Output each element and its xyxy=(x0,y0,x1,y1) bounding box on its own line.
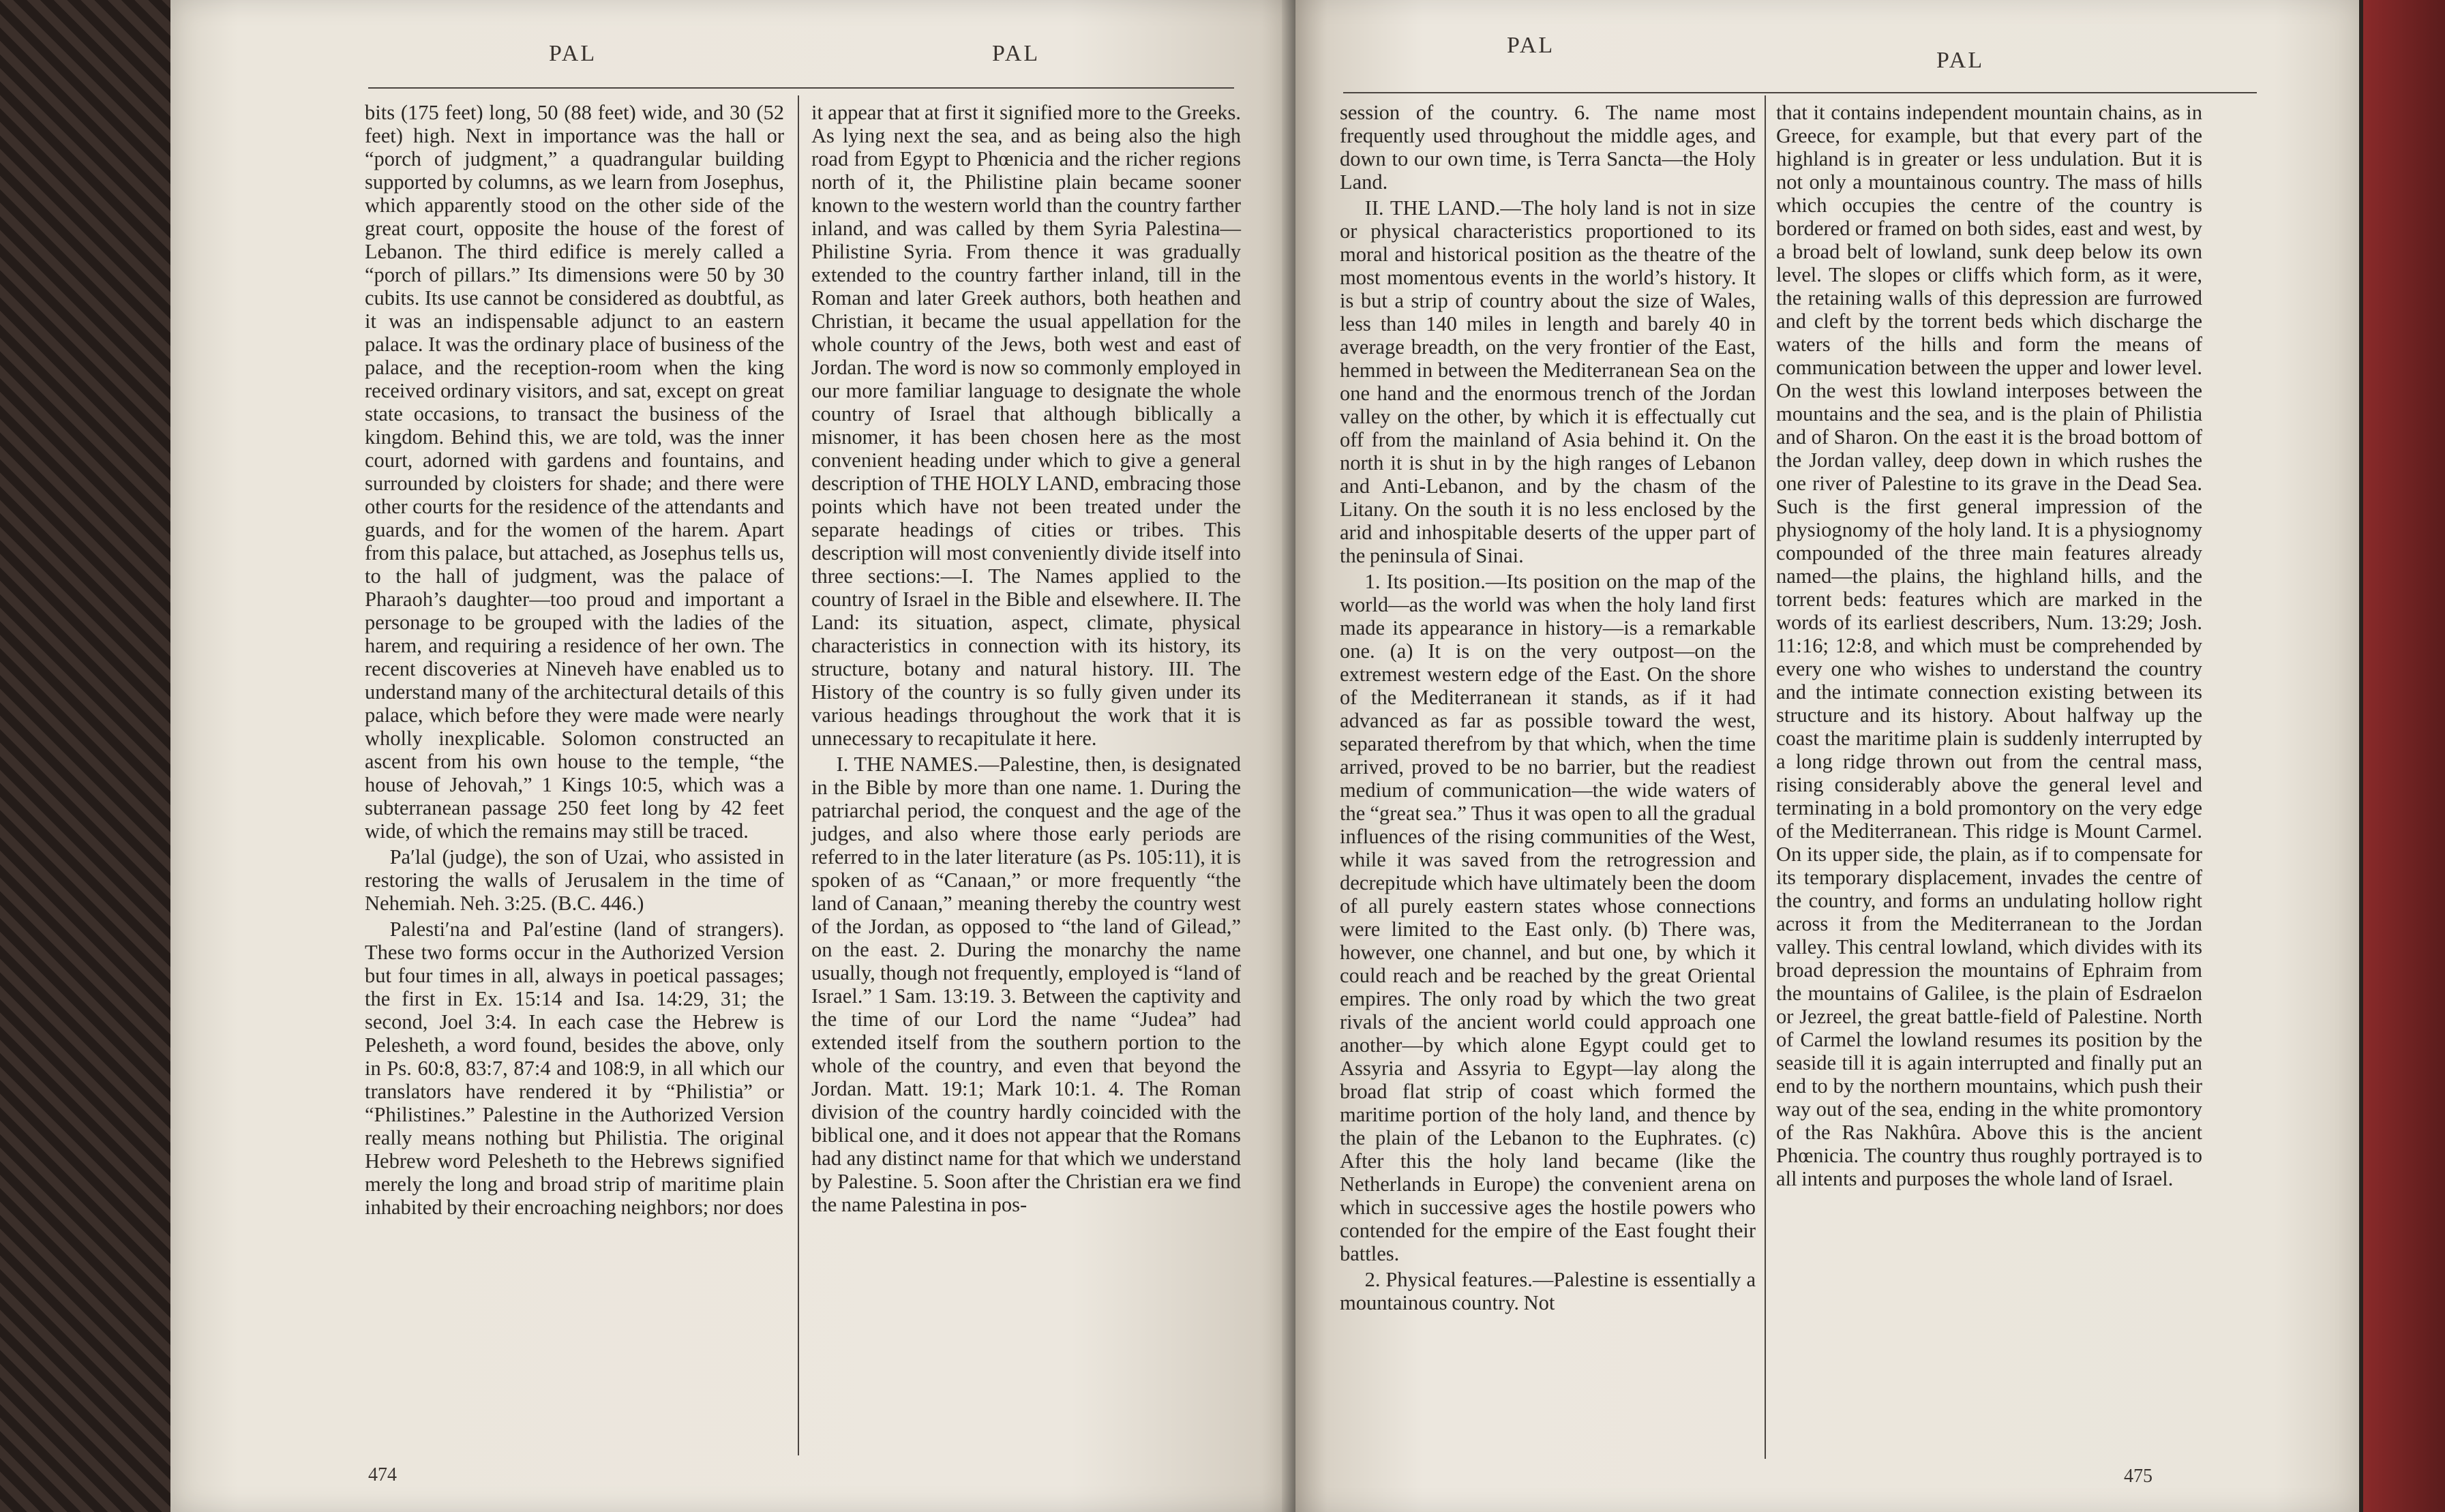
running-head-center-left: PAL xyxy=(992,41,1040,66)
right-page-column-1 xyxy=(1340,101,1756,1314)
running-head-center-right: PAL xyxy=(1507,33,1555,58)
column-rule-right xyxy=(1765,95,1766,1459)
right-page xyxy=(1295,0,2359,1512)
red-cloth-background xyxy=(2363,0,2445,1512)
column-rule-left xyxy=(798,95,799,1455)
paragraph-names: I. THE NAMES.—Palestine, then, is designated in the Bible by more than one name. 1. During the patriarchal period, the conquest and the age of the judges, and also where those early periods are referred to in the later literature (as Ps. 105:11), it is spoken of as “Canaan,” or more frequently “the land of Canaan,” meaning thereby the country west of the Jordan, as opposed to “the land of Gilead,” on the east. 2. During the monarchy the name usually, though not frequently, employed is “land of Israel.” 1 Sam. 13:19. 3. Between the captivity and the time of our Lord the name “Judea” had extended itself from the southern portion to the whole of the country, and even that beyond the Jordan. Matt. 19:1; Mark 10:1. 4. The Roman division of the country hardly coincided with the biblical one, and it does not appear that the Romans had any distinct name for that which we understand by Palestine. 5. Soon after the Christian era we find the name Palestina in pos- xyxy=(811,753,1241,1216)
page-number-left: 474 xyxy=(368,1464,397,1485)
paragraph-terra-sancta: session of the country. 6. The name most frequently used throughout the middle ages, and down to our own time, is Terra Sancta—the Holy Land. xyxy=(1340,101,1756,194)
page-number-right: 475 xyxy=(2124,1466,2152,1487)
running-head-right: PAL xyxy=(1936,48,1985,73)
left-page-column-1 xyxy=(365,101,784,1219)
header-rule-left xyxy=(368,87,1234,89)
paragraph-mountains: that it contains independent mountain chains, as in Greece, for example, but that every part of the highland is in greater or less undulation. But it is not only a mountainous country. The mass of hills which occupies the centre of the country is bordered or framed on both sides, east and west, by a broad belt of lowland, sunk deep below its own level. The slopes or cliffs which form, as it were, the retaining walls of this depression are furrowed and cleft by the torrent beds which discharge the waters of the hills and form the means of communication between the upper and lower level. On the west this lowland interposes between the mountains and the sea, and is the plain of Philistia and of Sharon. On the east it is the broad bottom of the Jordan valley, deep down in which rushes the one river of Palestine to its grave in the Dead Sea. Such is the first general impression of the physiognomy of the holy land. It is a physiognomy compounded of the three main features already named—the plains, the highland hills, and the torrent beds: features which are marked in the words of its earliest describers, Num. 13:29; Josh. 11:16; 12:8, and which must be comprehended by every one who wishes to understand the country and the intimate connection existing between its structure and its history. About halfway up the coast the maritime plain is suddenly interrupted by a long ridge thrown out from the central mass, rising considerably above the general level and terminating in a bold promontory on the very edge of the Mediterranean. This ridge is Mount Carmel. On its upper side, the plain, as if to compensate for its temporary displacement, invades the centre of the country, and forms an undulating hollow right across it from the Mediterranean to the Jordan valley. This central lowland, which divides with its broad depression the mountains of Ephraim from the mountains of Galilee, is the plain of Esdraelon or Jezreel, the great battle-field of Palestine. North of Carmel the lowland resumes its position by the seaside till it is again interrupted and finally put an end to by the northern mountains, which push their way out of the sea, ending in the white promontory of the Ras Nakhûra. Above this is the ancient Phœnicia. The country thus roughly portrayed is to all intents and purposes the whole land of Israel. xyxy=(1776,101,2202,1190)
running-head-left: PAL xyxy=(549,41,597,66)
right-page-column-2 xyxy=(1776,101,2202,1190)
left-page xyxy=(170,0,1295,1512)
entry-palestina: Palesti′na and Pal′estine (land of strangers). These two forms occur in the Authorized Version but four times in all, always in poetical passages; the first in Ex. 15:14 and Isa. 14:29, 31; the second, Joel 3:4. In each case the Hebrew is Pelesheth, a word found, besides the above, only in Ps. 60:8, 83:7, 87:4 and 108:9, in all which our translators have rendered it by “Philistia” or “Philistines.” Palestine in the Authorized Version really means nothing but Philistia. The original Hebrew word Pelesheth to the Hebrews signified merely the long and broad strip of maritime plain inhabited by their encroaching neighbors; nor does xyxy=(365,918,784,1219)
paragraph-the-land: II. THE LAND.—The holy land is not in size or physical characteristics proportioned to its moral and historical position as the theatre of the most momentous events in the world’s history. It is but a strip of country about the size of Wales, less than 140 miles in length and barely 40 in average breadth, on the very frontier of the East, hemmed in between the Mediterranean Sea on the one hand and the enormous trench of the Jordan valley on the other, by which it is effectually cut off from the mainland of Asia behind it. On the north it is shut in by the high ranges of Lebanon and Anti-Lebanon, and by the chasm of the Litany. On the south it is no less enclosed by the arid and inhospitable deserts of the upper part of the peninsula of Sinai. xyxy=(1340,196,1756,567)
paragraph-its-position: 1. Its position.—Its position on the map of the world—as the world was when the holy land first made its appearance in history—is a remarkable one. (a) It is on the very outpost—on the extremest western edge of the East. On the shore of the Mediterranean it stands, as if it had advanced as far as possible toward the west, separated therefrom by that which, when the time arrived, proved to be no barrier, but the readiest medium of communication—the wide waters of the “great sea.” Thus it was open to all the gradual influences of the rising communities of the West, while it was saved from the retrogression and decrepitude which have ultimately been the doom of all purely eastern states whose connections were limited to the East only. (b) There was, however, one channel, and but one, by which it could reach and be reached by the great Oriental empires. The only road by which the two great rivals of the ancient world could approach one another—by which alone Egypt could get to Assyria and Assyria to Egypt—lay along the broad flat strip of coast which formed the maritime portion of the holy land, and thence by the plain of the Lebanon to the Euphrates. (c) After this the holy land became (like the Netherlands in Europe) the convenient arena on which in successive ages the hostile powers who contended for the empire of the East fought their battles. xyxy=(1340,570,1756,1265)
paragraph-physical-features: 2. Physical features.—Palestine is essentially a mountainous country. Not xyxy=(1340,1268,1756,1314)
entry-palal: Pa′lal (judge), the son of Uzai, who assisted in restoring the walls of Jerusalem in the time of Nehemiah. Neh. 3:25. (B.C. 446.) xyxy=(365,845,784,915)
paragraph-greeks: it appear that at first it signified more to the Greeks. As lying next the sea, and as being also the high road from Egypt to Phœnicia and the richer regions north of it, the Philistine plain became sooner known to the western world than the country farther inland, and was called by them Syria Palestina—Philistine Syria. From thence it was gradually extended to the country farther inland, till in the Roman and later Greek authors, both heathen and Christian, it became the usual appellation for the whole country of the Jews, both west and east of Jordan. The word is now so commonly employed in our more familiar language to designate the whole country of Israel that although biblically a misnomer, it has been chosen here as the most convenient heading under which to give a general description of THE HOLY LAND, embracing those points which have not been treated under the separate headings of cities or tribes. This description will most conveniently divide itself into three sections:—I. The Names applied to the country of Israel in the Bible and elsewhere. II. The Land: its situation, aspect, climate, physical characteristics in connection with its history, its structure, botany and natural history. III. The History of the country is so fully given under its various headings throughout the work that it is unnecessary to recapitulate it here. xyxy=(811,101,1241,750)
header-rule-right xyxy=(1343,92,2257,93)
paragraph-palace: bits (175 feet) long, 50 (88 feet) wide, and 30 (52 feet) high. Next in importance was the hall or “porch of judgment,” a quadrangular building supported by columns, as we learn from Josephus, which apparently stood on the other side of the great court, opposite the house of the forest of Lebanon. The third edifice is merely called a “porch of pillars.” Its dimensions were 50 by 30 cubits. Its use cannot be considered as doubtful, as it was an indispensable adjunct to an eastern palace. It was the ordinary place of business of the palace, and the reception-room when the king received ordinary visitors, and sat, except on great state occasions, to transact the business of the kingdom. Behind this, we are told, was the inner court, adorned with gardens and fountains, and surrounded by cloisters for shade; and there were other courts for the residence of the attendants and guards, and for the women of the harem. Apart from this palace, but attached, as Josephus tells us, to the hall of judgment, was the palace of Pharaoh’s daughter—too proud and important a personage to be grouped with the ladies of the harem, and requiring a residence of her own. The recent discoveries at Nineveh have enabled us to understand many of the architectural details of this palace, which before they were made were nearly wholly inexplicable. Solomon constructed an ascent from his own house to the temple, “the house of Jehovah,” 1 Kings 10:5, which was a subterranean passage 250 feet long by 42 feet wide, of which the remains may still be traced. xyxy=(365,101,784,843)
left-page-column-2 xyxy=(811,101,1241,1216)
